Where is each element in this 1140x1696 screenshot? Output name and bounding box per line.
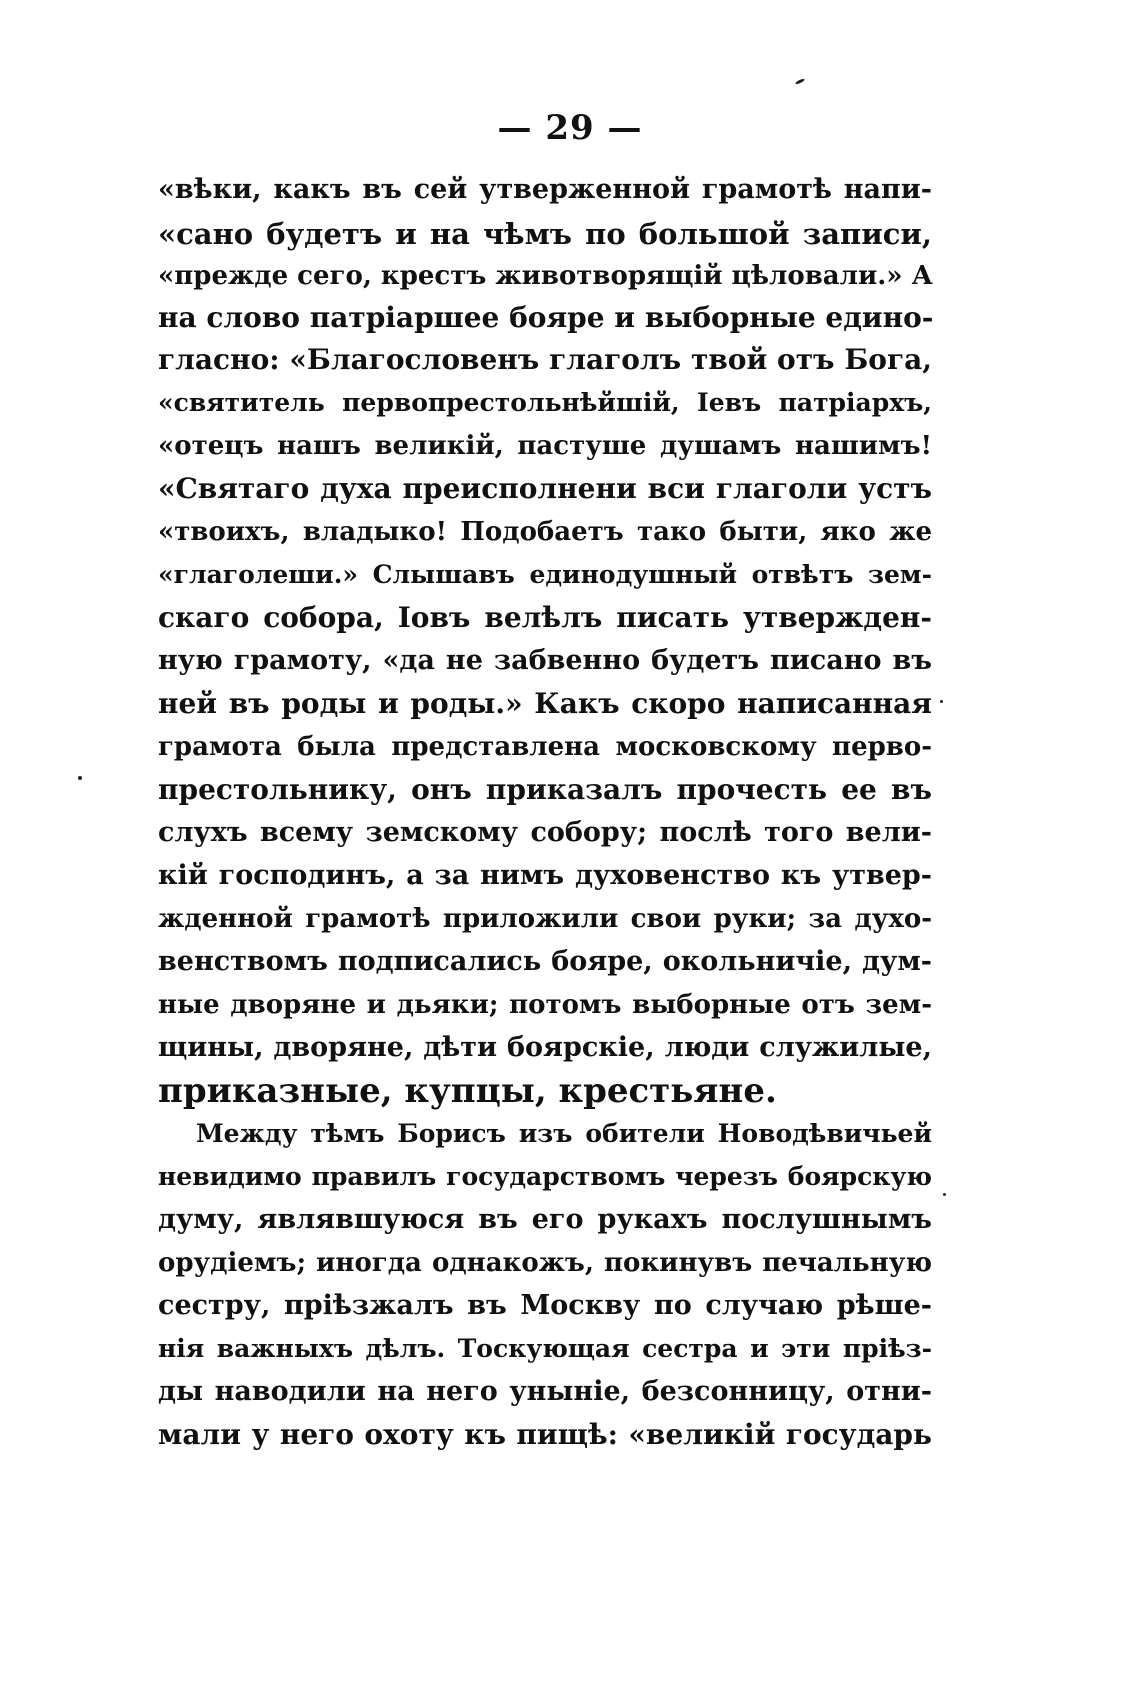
scan-speck [795,78,805,85]
text-line: скаго собора, Іовъ велѣлъ писать утвержден- [158,601,932,634]
page-number: — 29 — [497,108,643,148]
text-line: ды наводили на него уныніе, безсонницу, отни- [158,1376,932,1407]
scan-speck [78,776,82,780]
text-line: «Святаго духа преисполнени вси глаголи устъ [158,472,932,505]
text-line: «отецъ нашъ великій, пастуше душамъ нашимъ! [158,431,932,461]
text-line: ную грамоту, «да не забвенно будетъ писано въ [158,645,932,676]
text-line: мали у него охоту къ пищѣ: «великій государь [158,1418,932,1451]
text-line: на слово патріаршее бояре и выборные едино- [158,301,934,334]
text-line: думу, являвшуюся въ его рукахъ послушнымъ [158,1204,932,1235]
text-line: «глаголеши.» Слышавъ единодушный отвѣтъ зем- [158,560,932,589]
text-line: кій господинъ, а за нимъ духовенство къ утвер- [158,860,932,891]
text-line: жденной грамотѣ приложили свои руки; за духо- [158,904,932,934]
text-line: «вѣки, какъ въ сей утверженной грамотѣ напи- [158,174,932,205]
text-line: «твоихъ, владыко! Подобаетъ тако быти, яко же [158,517,932,547]
text-line: гласно: «Благословенъ глаголъ твой отъ Бога, [158,343,932,376]
text-line: «сано будетъ и на чѣмъ по большой записи, [158,217,932,251]
text-line: приказные, купцы, крестьяне. [158,1071,777,1111]
text-line: «святитель первопрестольнѣйшій, Іевъ патріархъ, [158,388,932,417]
text-line: невидимо правилъ государствомъ черезъ боярскую [158,1162,932,1191]
text-line: грамота была представлена московскому перво- [158,732,932,762]
text-line: нія важныхъ дѣлъ. Тоскующая сестра и эти прiѣз- [158,1334,932,1363]
text-line: орудіемъ; иногда однакожъ, покинувъ печальную [158,1248,932,1278]
text-line: венствомъ подписались бояре, окольничіе, дум- [158,946,932,977]
text-line: ней въ роды и роды.» Какъ скоро написанная [158,687,932,720]
scan-speck [943,1193,946,1196]
scan-speck [940,700,943,703]
text-line: слухъ всему земскому собору; послѣ того вели- [158,817,932,848]
text-line: сестру, прiѣзжалъ въ Москву по случаю рѣше- [158,1290,932,1321]
text-line: ные дворяне и дьяки; потомъ выборные отъ зем- [158,990,932,1020]
text-line: щины, дворяне, дѣти боярскіе, люди служилые, [158,1032,932,1063]
text-line: Между тѣмъ Борисъ изъ обители Новодѣвичьей [196,1119,932,1148]
text-line: престольнику, онъ приказалъ прочесть ее въ [158,773,932,806]
text-line: «прежде сего, крестъ животворящій цѣловали.» А [158,261,933,291]
